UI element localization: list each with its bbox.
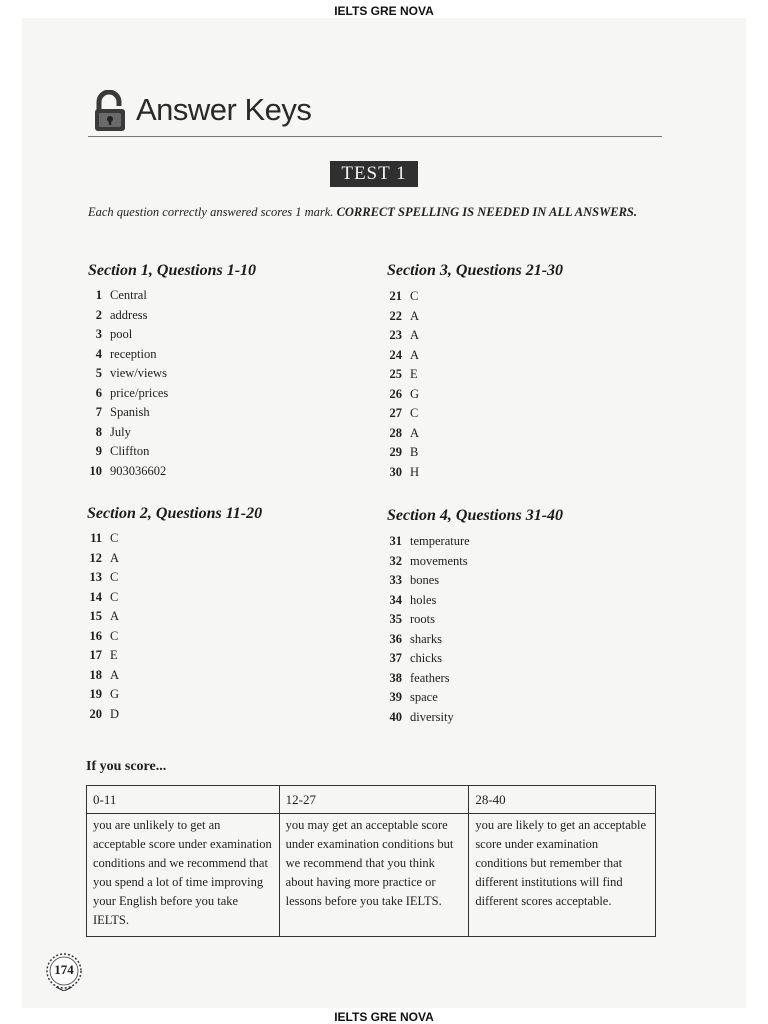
answer-row	[80, 607, 119, 627]
answer-text: feathers	[410, 670, 450, 685]
question-number: 23	[389, 328, 402, 342]
test-label: TEST 1	[330, 161, 418, 187]
score-table-header-row	[87, 786, 656, 814]
question-number: 22	[389, 308, 402, 323]
section-4-title: Section 4, Questions 31-40	[387, 507, 564, 524]
question-number: 10	[89, 463, 102, 478]
answer-text: diversity	[410, 709, 454, 724]
score-advice-cell: you are likely to get an acceptable score under examination conditions but remember that different institutions will find different scores acceptable.	[469, 814, 656, 937]
question-number: 35	[389, 612, 402, 626]
answer-row	[380, 532, 470, 552]
answer-text: view/views	[110, 366, 167, 380]
instructions-bold: CORRECT SPELLING IS NEEDED IN ALL ANSWERS.	[336, 205, 637, 219]
answer-text: A	[110, 609, 120, 623]
answer-text: C	[110, 570, 119, 584]
score-range-cell: 12-27	[279, 786, 469, 814]
section-4-answers	[380, 532, 470, 727]
question-number: 29	[389, 445, 402, 459]
answer-row	[380, 591, 470, 611]
answer-row	[380, 610, 470, 630]
question-number: 8	[95, 424, 102, 439]
answer-row	[80, 423, 168, 443]
answer-row	[380, 463, 419, 483]
answer-text: A	[410, 328, 420, 342]
question-number: 37	[389, 651, 402, 665]
answer-text: G	[410, 386, 420, 401]
answer-row	[380, 365, 419, 385]
answer-text: Spanish	[110, 405, 150, 419]
question-number: 34	[389, 592, 402, 607]
answer-row	[380, 708, 470, 728]
answer-row	[380, 287, 419, 307]
question-number: 7	[95, 405, 102, 419]
question-number: 30	[389, 464, 402, 479]
instructions	[88, 203, 668, 222]
answer-text: G	[110, 687, 120, 701]
answer-row	[80, 568, 119, 588]
answer-text: C	[410, 289, 419, 303]
answer-text: holes	[410, 592, 437, 607]
answer-text: A	[410, 425, 420, 440]
answer-text: H	[410, 464, 420, 479]
answer-row	[380, 443, 419, 463]
score-table-heading: If you score...	[86, 759, 167, 774]
score-table	[86, 785, 656, 937]
answer-row	[380, 404, 419, 424]
question-number: 12	[89, 550, 102, 565]
answer-text: A	[410, 347, 420, 362]
answer-row	[380, 326, 419, 346]
question-number: 31	[389, 534, 402, 548]
question-number: 14	[89, 589, 102, 604]
answer-row	[380, 424, 419, 444]
question-number: 13	[89, 570, 102, 584]
answer-text: C	[410, 406, 419, 420]
answer-row	[80, 685, 119, 705]
score-advice-cell: you are unlikely to get an acceptable score under examination conditions and we recommend that you spend a lot of time improving your English before you take IELTS.	[87, 814, 280, 937]
answer-row	[380, 552, 470, 572]
section-1-title: Section 1, Questions 1-10	[88, 262, 257, 279]
answer-row	[80, 403, 168, 423]
answer-row	[380, 630, 470, 650]
question-number: 32	[389, 553, 402, 568]
question-number: 25	[389, 367, 402, 381]
answer-row	[80, 549, 119, 569]
question-number: 20	[89, 706, 102, 721]
answer-row	[80, 306, 168, 326]
question-number: 38	[389, 670, 402, 685]
question-number: 24	[389, 347, 402, 362]
answer-text: D	[110, 706, 120, 721]
answer-text: 903036602	[110, 463, 167, 478]
answer-text: bones	[410, 573, 440, 587]
answer-text: E	[110, 648, 118, 662]
answer-text: C	[110, 589, 119, 604]
question-number: 28	[389, 425, 402, 440]
answer-row	[80, 286, 168, 306]
answer-row	[380, 571, 470, 591]
bottom-banner: IELTS GRE NOVA	[334, 1010, 434, 1024]
answer-text: B	[410, 445, 419, 459]
question-number: 19	[89, 687, 102, 701]
answer-row	[80, 529, 119, 549]
section-1-answers	[80, 286, 168, 481]
score-advice-cell: you may get an acceptable score under examination conditions but we recommend that you think about having more practice or lessons before you take IELTS.	[279, 814, 469, 937]
padlock-icon	[90, 90, 132, 134]
answer-text: sharks	[410, 631, 442, 646]
score-range-cell: 0-11	[87, 786, 280, 814]
answer-row	[380, 649, 470, 669]
answer-row	[380, 385, 419, 405]
question-number: 21	[389, 289, 402, 303]
answer-row	[380, 669, 470, 689]
title-divider	[88, 136, 662, 137]
question-number: 9	[95, 444, 102, 458]
answer-row	[80, 666, 119, 686]
question-number: 17	[89, 648, 102, 662]
question-number: 11	[90, 531, 102, 545]
question-number: 16	[89, 628, 102, 643]
answer-text: reception	[110, 346, 157, 361]
question-number: 3	[95, 327, 102, 341]
answer-row	[380, 307, 419, 327]
score-range-cell: 28-40	[469, 786, 656, 814]
heading-row	[90, 88, 662, 138]
answer-row	[80, 646, 119, 666]
question-number: 36	[389, 631, 402, 646]
answer-text: temperature	[410, 534, 470, 548]
answer-row	[80, 705, 119, 725]
answer-text: A	[110, 550, 120, 565]
question-number: 15	[89, 609, 102, 623]
instructions-italic: Each question correctly answered scores 1 mark.	[88, 205, 334, 219]
answer-text: E	[410, 367, 418, 381]
question-number: 4	[95, 346, 102, 361]
answer-text: C	[110, 628, 119, 643]
page-title: Answer Keys	[136, 92, 312, 127]
section-3-title: Section 3, Questions 21-30	[387, 262, 564, 279]
top-banner: IELTS GRE NOVA	[334, 4, 434, 18]
question-number: 6	[95, 385, 102, 400]
section-3-answers	[380, 287, 419, 482]
answer-text: C	[110, 531, 119, 545]
answer-text: A	[110, 667, 120, 682]
answer-row	[80, 627, 119, 647]
answer-text: Cliffton	[110, 444, 150, 458]
question-number: 33	[389, 573, 402, 587]
answer-row	[80, 588, 119, 608]
answer-row	[80, 364, 168, 384]
answer-text: movements	[410, 553, 468, 568]
score-table-body-row	[87, 814, 656, 937]
question-number: 26	[389, 386, 402, 401]
answer-row	[80, 384, 168, 404]
question-number: 40	[389, 709, 402, 724]
answer-text: July	[110, 424, 131, 439]
answer-row	[380, 346, 419, 366]
answer-text: price/prices	[110, 385, 169, 400]
answer-text: space	[410, 690, 438, 704]
answer-text: chicks	[410, 651, 442, 665]
question-number: 2	[95, 307, 102, 322]
section-2-title: Section 2, Questions 11-20	[87, 505, 263, 522]
answer-row	[80, 345, 168, 365]
answer-text: A	[410, 308, 420, 323]
question-number: 5	[95, 366, 102, 380]
answer-row	[380, 688, 470, 708]
answer-text: Central	[110, 288, 147, 302]
question-number: 39	[389, 690, 402, 704]
question-number: 18	[89, 667, 102, 682]
question-number: 27	[389, 406, 402, 420]
answer-text: pool	[110, 327, 133, 341]
answer-row	[80, 442, 168, 462]
question-number: 1	[95, 288, 102, 302]
answer-text: roots	[410, 612, 435, 626]
page-number: 174	[54, 962, 74, 977]
answer-text: address	[110, 307, 148, 322]
answer-row	[80, 462, 168, 482]
section-2-answers	[80, 529, 119, 724]
answer-row	[80, 325, 168, 345]
